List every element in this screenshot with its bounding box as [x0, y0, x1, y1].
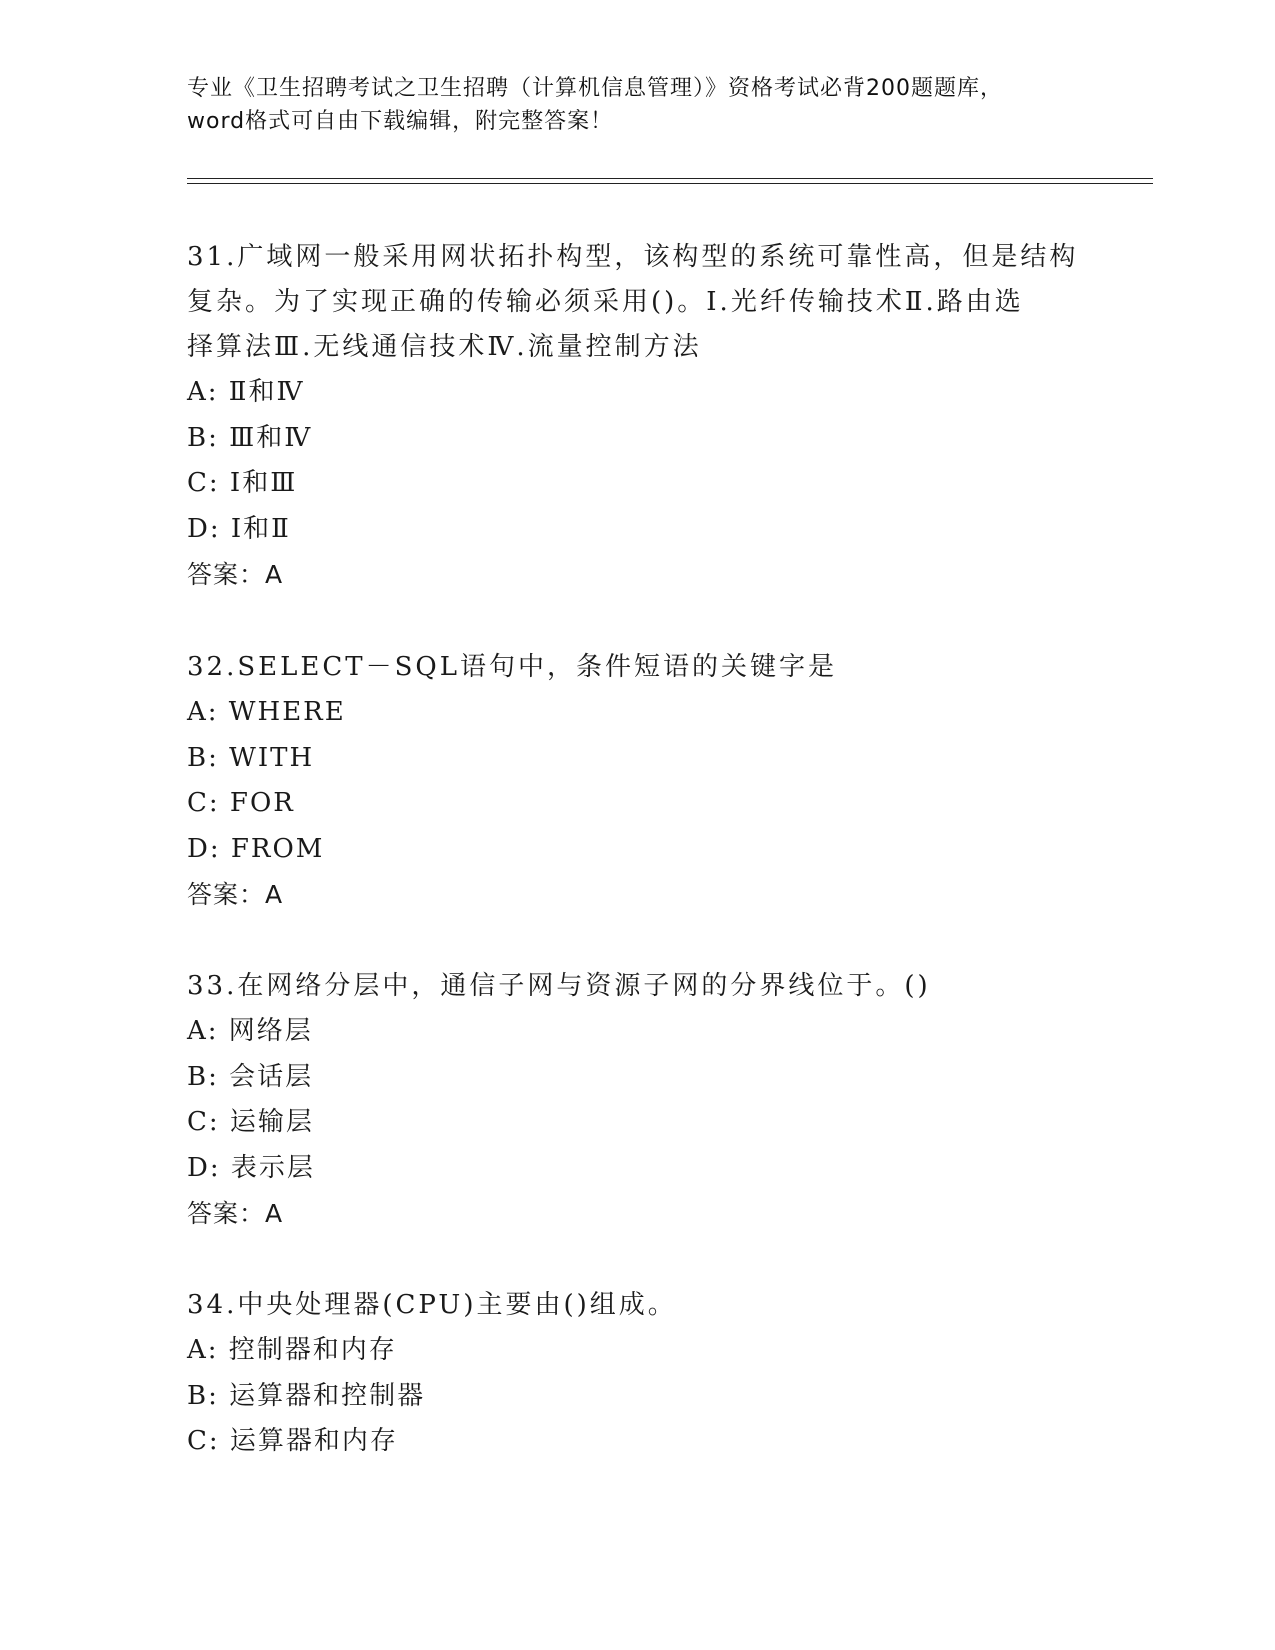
- question-34-option-c: C: 运算器和内存: [187, 1426, 398, 1456]
- question-34-option-a: A: 控制器和内存: [187, 1335, 397, 1365]
- question-31-answer: 答案：A: [187, 560, 284, 589]
- question-32-option-a: A: WHERE: [187, 697, 346, 727]
- question-33-option-a: A: 网络层: [187, 1016, 313, 1046]
- question-31-option-d: D: Ⅰ和Ⅱ: [187, 513, 291, 544]
- question-33-answer: 答案：A: [187, 1199, 284, 1228]
- header-line-1: 专业《卫生招聘考试之卫生招聘（计算机信息管理）》资格考试必背200题题库，: [187, 76, 1003, 101]
- question-32-option-d: D: FROM: [187, 833, 325, 864]
- question-31-line-1: 31.广域网一般采用网状拓扑构型，该构型的系统可靠性高，但是结构: [187, 242, 1079, 272]
- header-divider-top: [187, 178, 1153, 179]
- question-31-option-a: A: Ⅱ和Ⅳ: [187, 377, 305, 407]
- header-divider-bottom: [187, 183, 1153, 184]
- question-32-line-1: 32.SELECT－SQL语句中，条件短语的关键字是: [187, 652, 838, 682]
- question-32: [187, 645, 1087, 918]
- question-31-line-2: 复杂。为了实现正确的传输必须采用()。Ⅰ.光纤传输技术Ⅱ.路由选: [187, 287, 1024, 317]
- question-31: [187, 235, 1087, 598]
- question-31-option-c: C: Ⅰ和Ⅲ: [187, 468, 298, 498]
- question-34-option-b: B: 运算器和控制器: [187, 1380, 426, 1411]
- question-34-line-1: 34.中央处理器(CPU)主要由()组成。: [187, 1290, 677, 1320]
- question-33-option-d: D: 表示层: [187, 1152, 315, 1183]
- document-header: [187, 72, 1087, 138]
- question-33-line-1: 33.在网络分层中，通信子网与资源子网的分界线位于。(): [187, 971, 931, 1001]
- question-31-option-b: B: Ⅲ和Ⅳ: [187, 422, 313, 453]
- question-31-line-3: 择算法Ⅲ.无线通信技术Ⅳ.流量控制方法: [187, 332, 702, 362]
- question-32-answer: 答案：A: [187, 880, 284, 909]
- question-33-option-b: B: 会话层: [187, 1061, 314, 1092]
- question-34: [187, 1283, 1087, 1465]
- question-33: [187, 964, 1087, 1237]
- header-line-2: word格式可自由下载编辑，附完整答案！: [187, 109, 614, 134]
- question-32-option-c: C: FOR: [187, 788, 295, 818]
- question-33-option-c: C: 运输层: [187, 1107, 314, 1137]
- question-32-option-b: B: WITH: [187, 742, 315, 773]
